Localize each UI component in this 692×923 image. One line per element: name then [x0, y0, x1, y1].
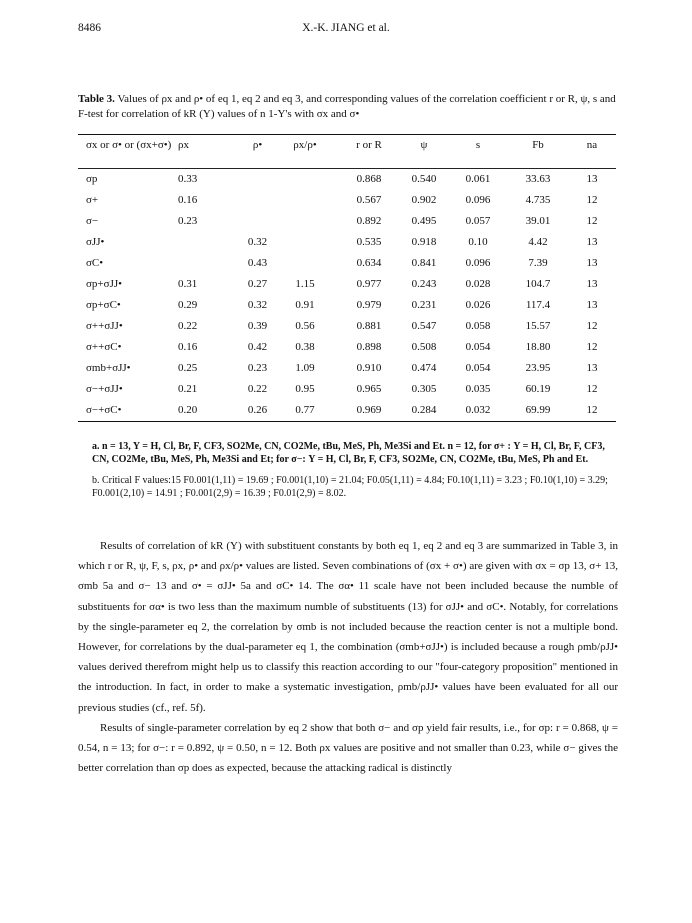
table-cell: σ++σC• — [86, 341, 122, 353]
results-table — [78, 134, 616, 422]
table-cell: 0.16 — [178, 194, 198, 206]
table-cell: 0.508 — [411, 341, 437, 353]
table-cell: 0.26 — [247, 404, 268, 416]
table-cell: 0.979 — [356, 299, 382, 311]
table-header-row — [78, 135, 616, 168]
table-cell: 13 — [586, 236, 598, 248]
col-header-psi: ψ — [420, 139, 428, 151]
table-cell: 33.63 — [525, 173, 551, 185]
table-cell: 0.881 — [356, 320, 382, 332]
table-row — [78, 253, 616, 274]
table-bottom-rule — [78, 421, 616, 422]
running-authors: X.-K. JIANG et al. — [302, 22, 390, 34]
table-cell: 117.4 — [525, 299, 551, 311]
table-cell: 0.910 — [356, 362, 382, 374]
table-cell: 0.035 — [465, 383, 491, 395]
table-footnotes — [92, 440, 612, 508]
table-cell: 0.32 — [247, 299, 268, 311]
table-cell: 0.032 — [465, 404, 491, 416]
table-caption-text: Values of ρx and ρ• of eq 1, eq 2 and eq 3, and corresponding values of the correlation coefficient r or R, ψ, s and F-test for correlation of kR (Y) values of n 1-Y's with σx and σ• — [78, 93, 616, 120]
table-cell: 0.38 — [295, 341, 315, 353]
table-cell: 0.20 — [178, 404, 198, 416]
table-cell: 0.547 — [411, 320, 437, 332]
table-cell: 0.16 — [178, 341, 198, 353]
table-cell: 12 — [586, 341, 598, 353]
table-cell: 0.22 — [247, 383, 268, 395]
table-cell: 0.898 — [356, 341, 382, 353]
table-cell: 12 — [586, 404, 598, 416]
table-cell: 12 — [586, 215, 598, 227]
table-cell: 13 — [586, 278, 598, 290]
table-cell: 0.535 — [356, 236, 382, 248]
table-cell: 0.56 — [295, 320, 315, 332]
table-cell: 0.965 — [356, 383, 382, 395]
body-text — [78, 536, 618, 778]
table-body — [78, 169, 616, 421]
table-row — [78, 211, 616, 232]
table-cell: 0.841 — [411, 257, 437, 269]
table-cell: σ++σJJ• — [86, 320, 123, 332]
table-cell: 60.19 — [525, 383, 551, 395]
table-cell: 18.80 — [525, 341, 551, 353]
col-header-rho-dot: ρ• — [252, 139, 263, 151]
table-cell: 7.39 — [528, 257, 548, 269]
table-cell: 0.243 — [411, 278, 437, 290]
table-cell: 0.95 — [295, 383, 315, 395]
footnote-b: b. Critical F values:15 F0.001(1,11) = 19.69 ; F0.001(1,10) = 21.04; F0.05(1,11) = 4.84; F0.10(1,11) = 3.23 ; F0.10(1,10) = 3.29; F0.001(2,10) = 14.91 ; F0.001(2,9) = 16.39 ; F0.01(2,9) = 8.02. — [92, 475, 608, 499]
table-cell: 0.054 — [465, 362, 491, 374]
table-cell: 1.09 — [295, 362, 315, 374]
table-cell: 0.028 — [465, 278, 491, 290]
table-cell: 0.902 — [411, 194, 437, 206]
table-cell: 0.061 — [465, 173, 491, 185]
paragraph-2: Results of single-parameter correlation by eq 2 show that both σ− and σp yield fair results, i.e., for σp: r = 0.868, ψ = 0.54, n = 13; for σ−: r = 0.892, ψ = 0.50, n = 12. Both ρx values are positive and not smaller than 0.23, while σ− gives the better correlation than σp does as expected, because the attacking radical is distinctly — [78, 721, 618, 775]
table-row — [78, 337, 616, 358]
table-cell: 23.95 — [525, 362, 551, 374]
table-row — [78, 316, 616, 337]
table-cell: σJJ• — [86, 236, 105, 248]
col-header-n: na — [586, 139, 598, 151]
table-cell: 0.474 — [411, 362, 437, 374]
table-cell: 0.23 — [178, 215, 198, 227]
table-cell: 12 — [586, 194, 598, 206]
table-cell: σ+ — [86, 194, 99, 206]
table-cell: 69.99 — [525, 404, 551, 416]
table-cell: 0.096 — [465, 194, 491, 206]
table-row — [78, 190, 616, 211]
table-row — [78, 232, 616, 253]
table-cell: 13 — [586, 173, 598, 185]
table-cell: 0.054 — [465, 341, 491, 353]
table-row — [78, 400, 616, 421]
table-cell: 0.284 — [411, 404, 437, 416]
paragraph-1: Results of correlation of kR (Y) with substituent constants by both eq 1, eq 2 and eq 3 are summarized in Table 3, in which r or R, ψ, F, s, ρx, ρ• and ρx/ρ• values are listed. Seven combinations of (σx + σ•) are given with σx = σp 13, σ+ 13, σmb 5a and σ− 13 and σ• = σJJ• 5a and σC• 14. The σα• 11 scale have not been included because the numble of substituents for σα• is two less than the maximum numble of substituents (13) for σJJ• and σC•. Notably, for correlations by the single-parameter eq 2, the correlation by σmb is not included because the reaction center is not a multiple bond. However, for correlations by the dual-parameter eq 1, the combination (σmb+σJJ•) is included because a rough ρmb/ρJJ• values derived therefrom might help us to classify this reaction according to our "four-category proposition" mentioned in the introduction. In fact, in order to make a systematic investigation, ρmb/ρJJ• values have been evaluated for all our previous studies (cf., ref. 5f). — [78, 540, 618, 714]
running-header — [78, 22, 614, 38]
table-cell: 13 — [586, 299, 598, 311]
table-cell: 0.31 — [178, 278, 198, 290]
table-cell: 12 — [586, 383, 598, 395]
table-cell: 0.77 — [295, 404, 315, 416]
table-cell: 13 — [586, 362, 598, 374]
table-row — [78, 295, 616, 316]
table-cell: 0.33 — [178, 173, 198, 185]
table-cell: 0.21 — [178, 383, 198, 395]
table-cell: 0.23 — [247, 362, 268, 374]
table-cell: 4.42 — [528, 236, 548, 248]
col-header-f: Fb — [532, 139, 544, 151]
table-cell: σ−+σC• — [86, 404, 122, 416]
table-cell: 0.495 — [411, 215, 437, 227]
table-cell: 0.969 — [356, 404, 382, 416]
table-cell: 0.567 — [356, 194, 382, 206]
table-cell: 1.15 — [295, 278, 315, 290]
table-cell: 12 — [586, 320, 598, 332]
table-cell: 0.29 — [178, 299, 198, 311]
table-cell: 0.91 — [295, 299, 315, 311]
table-cell: 0.22 — [178, 320, 198, 332]
table-cell: 4.735 — [525, 194, 551, 206]
table-cell: σ− — [86, 215, 99, 227]
table-row — [78, 169, 616, 190]
col-header-rho-ratio: ρx/ρ• — [293, 139, 317, 151]
table-cell: 0.892 — [356, 215, 382, 227]
table-cell: σC• — [86, 257, 104, 269]
table-cell: 0.977 — [356, 278, 382, 290]
col-header-s: s — [475, 139, 481, 151]
table-cell: 13 — [586, 257, 598, 269]
table-caption — [78, 92, 618, 122]
table-cell: 0.868 — [356, 173, 382, 185]
table-label: Table 3. — [78, 93, 115, 105]
table-cell: 0.10 — [468, 236, 488, 248]
table-cell: σmb+σJJ• — [86, 362, 131, 374]
table-cell: 0.057 — [465, 215, 491, 227]
table-cell: σp+σJJ• — [86, 278, 122, 290]
col-header-substituent-constant: σx or σ• or (σx+σ•) — [86, 139, 172, 151]
table-cell: 0.25 — [178, 362, 198, 374]
table-cell: σ−+σJJ• — [86, 383, 123, 395]
table-cell: 0.43 — [247, 257, 268, 269]
table-cell: σp+σC• — [86, 299, 121, 311]
table-cell: σp — [86, 173, 98, 185]
table-cell: 39.01 — [525, 215, 551, 227]
footnote-a: a. n = 13, Y = H, Cl, Br, F, CF3, SO2Me, CN, CO2Me, tBu, MeS, Ph, Me3Si and Et. n = 12, for σ+ : Y = H, Cl, Br, F, CF3, CN, CO2Me, tBu, MeS, Ph, Me3Si and Et; for σ−: Y = H, Cl, Br, F, CF3, SO2Me, CN, CO2Me, tBu, MeS, Ph and Et. — [92, 441, 605, 465]
table-cell: 0.026 — [465, 299, 491, 311]
table-row — [78, 379, 616, 400]
table-cell: 0.32 — [247, 236, 268, 248]
table-cell: 0.27 — [247, 278, 268, 290]
table-cell: 0.231 — [411, 299, 437, 311]
col-header-r: r or R — [356, 139, 382, 151]
table-cell: 0.634 — [356, 257, 382, 269]
table-cell: 0.096 — [465, 257, 491, 269]
col-header-rho-x: ρx — [178, 139, 189, 151]
table-cell: 0.058 — [465, 320, 491, 332]
page-number: 8486 — [78, 22, 101, 34]
table-cell: 0.42 — [247, 341, 268, 353]
table-cell: 104.7 — [525, 278, 551, 290]
table-cell: 0.39 — [247, 320, 268, 332]
table-row — [78, 274, 616, 295]
table-cell: 15.57 — [525, 320, 551, 332]
table-cell: 0.918 — [411, 236, 437, 248]
table-cell: 0.540 — [411, 173, 437, 185]
table-row — [78, 358, 616, 379]
table-cell: 0.305 — [411, 383, 437, 395]
